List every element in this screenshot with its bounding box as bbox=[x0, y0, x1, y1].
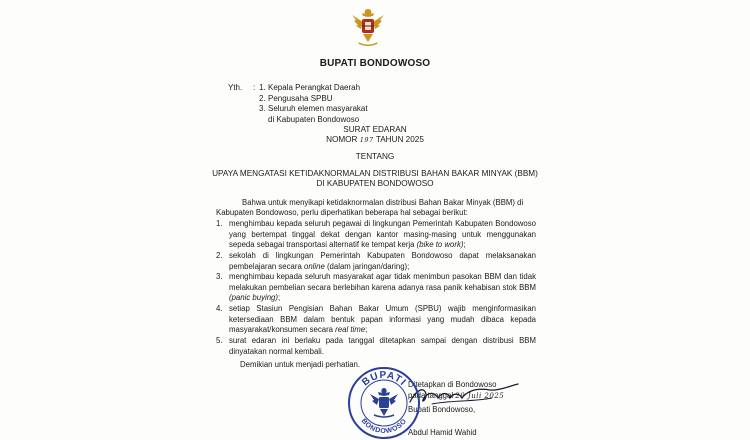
recipient-item: 2. Pengusaha SPBU bbox=[259, 93, 333, 103]
document-number: NOMOR 197 TAHUN 2025 bbox=[326, 135, 424, 144]
signature-date: pada tanggal 29 Juli 2025 bbox=[408, 391, 505, 400]
stamp-bottom-text: BONDOWOSO bbox=[359, 417, 409, 436]
date-handwritten: 29 Juli 2025 bbox=[455, 392, 505, 400]
number-handwritten: 197 bbox=[359, 136, 374, 144]
list-item: 4. setiap Stasiun Pengisian Bahan Bakar Umum (SPBU) wajib menginformasikan ketersediaan BBM dalam bentuk papan informasi yang mudah dibaca kepada masyarakat/konsumen secara real time; bbox=[216, 304, 536, 335]
recipient-item: di Kabupaten Bondowoso bbox=[268, 114, 360, 124]
signature-title: Bupati Bondowoso, bbox=[408, 405, 476, 414]
list-item: 2. sekolah di lingkungan Pemerintah Kabupaten Bondowoso dapat melaksanakan pembelajaran secara online (dalam jaringan/daring); bbox=[216, 251, 536, 271]
signature-place: Ditetapkan di Bondowoso bbox=[408, 380, 497, 389]
recipient-item: 3. Seluruh elemen masyarakat bbox=[259, 104, 368, 113]
tentang-label: TENTANG bbox=[355, 152, 395, 161]
signatory-name: Abdul Hamid Wahid bbox=[408, 428, 477, 437]
closing-text: Demikian untuk menjadi perhatian. bbox=[240, 360, 361, 369]
letterhead-authority: BUPATI BONDOWOSO bbox=[319, 58, 431, 69]
list-item: 3. menghimbau kepada seluruh masyarakat agar tidak menimbun pasokan BBM dan tidak melakukan pembelian secara berlebihan karena adanya rasa panik kehabisan stok BBM (panic buying); bbox=[216, 272, 536, 303]
garuda-emblem-icon bbox=[346, 6, 390, 50]
intro-line-2: Kabupaten Bondowoso, perlu diperhatikan beberapa hal sebagai berikut: bbox=[216, 208, 468, 217]
list-item: 5. surat edaran ini berlaku pada tanggal ditetapkan sampai dengan distribusi BBM dinyatakan normal kembali. bbox=[216, 336, 536, 356]
recipient-list bbox=[259, 83, 368, 125]
recipient-item: 1. Kepala Perangkat Daerah bbox=[259, 83, 361, 92]
official-stamp-icon bbox=[345, 364, 423, 440]
title-line-2: DI KABUPATEN BONDOWOSO bbox=[316, 179, 434, 188]
list-item: 1. menghimbau kepada seluruh pegawai di lingkungan Pemerintah Kabupaten Bondowoso yang bertempat tinggal dekat dengan kantor masing-masing untuk menggunakan sepeda sebagai transportasi alternatif ke tempat kerja (bike to work); bbox=[216, 219, 536, 250]
addressee-colon: : bbox=[253, 83, 256, 92]
stamp-top-text: BUPATI bbox=[360, 369, 409, 389]
addressee-label: Yth. bbox=[228, 83, 243, 92]
document-type: SURAT EDARAN bbox=[343, 125, 407, 134]
title-line-1: UPAYA MENGATASI KETIDAKNORMALAN DISTRIBUSI BAHAN BAKAR MINYAK (BBM) bbox=[212, 169, 538, 178]
intro-line-1: Bahwa untuk menyikapi ketidaknormalan distribusi Bahan Bakar Minyak (BBM) di bbox=[242, 198, 524, 207]
